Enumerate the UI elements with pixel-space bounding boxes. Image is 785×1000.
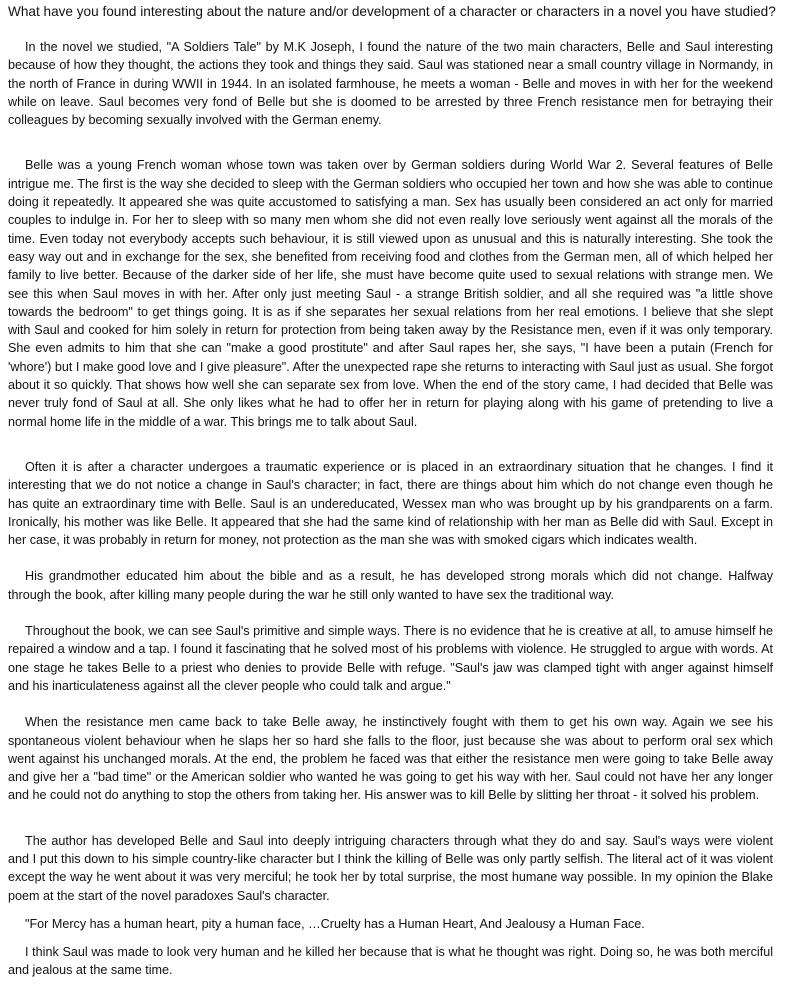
paragraph-saul-change: Often it is after a character undergoes a traumatic experience or is placed in an extraordinary situation that he changes. I find it interesting that we do not notice a change in Saul's character; in fact, there are things about him which do not change even though he has quite an extraordinary time with Belle. Saul is an undereducated, Wessex man who was brought up by his grandparents on a farm. Ironically, his mother was like Belle. It appeared that she had the same kind of relationship with her man as Belle did with Saul. Except in her case, it was probably in return for money, not protection as the man she was with smoked cigars which indicates wealth. [8, 459, 773, 548]
paragraph-spacer [8, 549, 773, 567]
paragraph-belle: Belle was a young French woman whose town was taken over by German soldiers during World War 2. Several features of Belle intrigue me. The first is the way she decided to sleep with the German soldiers who occupied her town and how she was able to continue doing it repeatedly. It appeared she was quite accustomed to satisfying a man. Sex has usually been considered an act only for married couples to indulge in. For her to sleep with so many men whom she did not even really love seriously went against all the morals of the time. Even today not everybody accepts such behaviour, it is still viewed upon as unusual and this is naturally interesting. She took the easy way out and in exchange for the sex, she benefited from receiving food and clothes from the German men, all of which helped her family to live better. Because of the darker side of her life, she must have become quite used to sexual relations with strange men. We see this when Saul moves in with her. After only just meeting Saul - a strange British soldier, and all she required was "a little shove towards the bedroom" to get things going. It is as if she separates her sexual relations from her real emotions. I believe that she slept with Saul and cooked for him solely in return for protection from being taken away by the Resistance men, even if it was only temporary. She even admits to him that she can "make a good prostitute" and after Saul rapes her, she says, "I have been a putain (French for 'whore') but I make good love and I give pleasure". After the unexpected rape she returns to interacting with Saul just as usual. She forgot about it so quickly. That shows how well she can separate sex from love. When the end of the story came, I had decided that Belle was never truly fond of Saul at all. She only likes what he had to offer her in return for playing along with his game of pretending to live a normal home life in the middle of a war. This brings me to talk about Saul. [8, 158, 773, 429]
paragraph-conclusion: I think Saul was made to look very human and he killed her because that is what he thought was right. Doing so, he was both merciful and jealous at the same time. [8, 945, 773, 978]
paragraph-spacer [8, 933, 773, 943]
paragraph-author: The author has developed Belle and Saul into deeply intriguing characters through what they do and say. Saul's ways were violent and I put this down to his simple country-like character but I think the killing of Belle was only partly selfish. The literal act of it was violent except the way he went about it was very merciful; he took her by total surprise, the most humane way possible. In my opinion the Blake poem at the start of the novel paradoxes Saul's character. [8, 833, 773, 903]
paragraph-simple-ways: Throughout the book, we can see Saul's primitive and simple ways. There is no evidence that he is creative at all, to amuse himself he repaired a window and a tap. I found it fascinating that he solved most of his problems with violence. He struggled to argue with words. At one stage he takes Belle to a priest who denies to provide Belle with refuge. "Saul's jaw was clamped tight with anger against himself and his inarticulateness against all the clever people who could talk and argue." [8, 624, 773, 693]
paragraph-introduction: In the novel we studied, "A Soldiers Tale" by M.K Joseph, I found the nature of the two main characters, Belle and Saul interesting because of how they thought, the actions they took and things they said. Saul was stationed near a small country village in Normandy, in the north of France in during WWII in 1944. In an isolated farmhouse, he meets a woman - Belle and moves in with her for the weekend while on leave. Saul becomes very fond of Belle but she is doomed to be arrested by three French resistance men for betraying their colleagues by becoming sexually involved with the German enemy. [8, 40, 773, 128]
paragraph-spacer [8, 905, 773, 915]
paragraph-spacer [8, 129, 773, 156]
paragraph-resistance: When the resistance men came back to take Belle away, he instinctively fought with them to get his own way. Again we see his spontaneous violent behaviour when he slaps her so hard she falls to the floor, just because she was about to perform oral sex which went against his unchanged morals. At the end, the problem he faced was that either the resistance men were going to take Belle away and give her a "bad time" or the American soldier who wanted he was going to get his way with her. Saul could not have her any longer and he could not do anything to stop the others from taking her. His answer was to kill Belle by slitting her throat - it solved his problem. [8, 715, 773, 803]
essay-question: What have you found interesting about the nature and/or development of a character or characters in a novel you have studied? [8, 4, 776, 19]
paragraph-grandmother: His grandmother educated him about the bible and as a result, he has developed strong morals which did not change. Halfway through the book, after killing many people during the war he still only wanted to have sex the traditional way. [8, 569, 773, 602]
paragraph-blake-quote: "For Mercy has a human heart, pity a human face, …Cruelty has a Human Heart, And Jealousy a Human Face. [25, 916, 645, 931]
paragraph-spacer [8, 431, 773, 458]
paragraph-spacer [8, 604, 773, 622]
paragraph-spacer [8, 805, 773, 832]
paragraph-spacer [8, 695, 773, 713]
